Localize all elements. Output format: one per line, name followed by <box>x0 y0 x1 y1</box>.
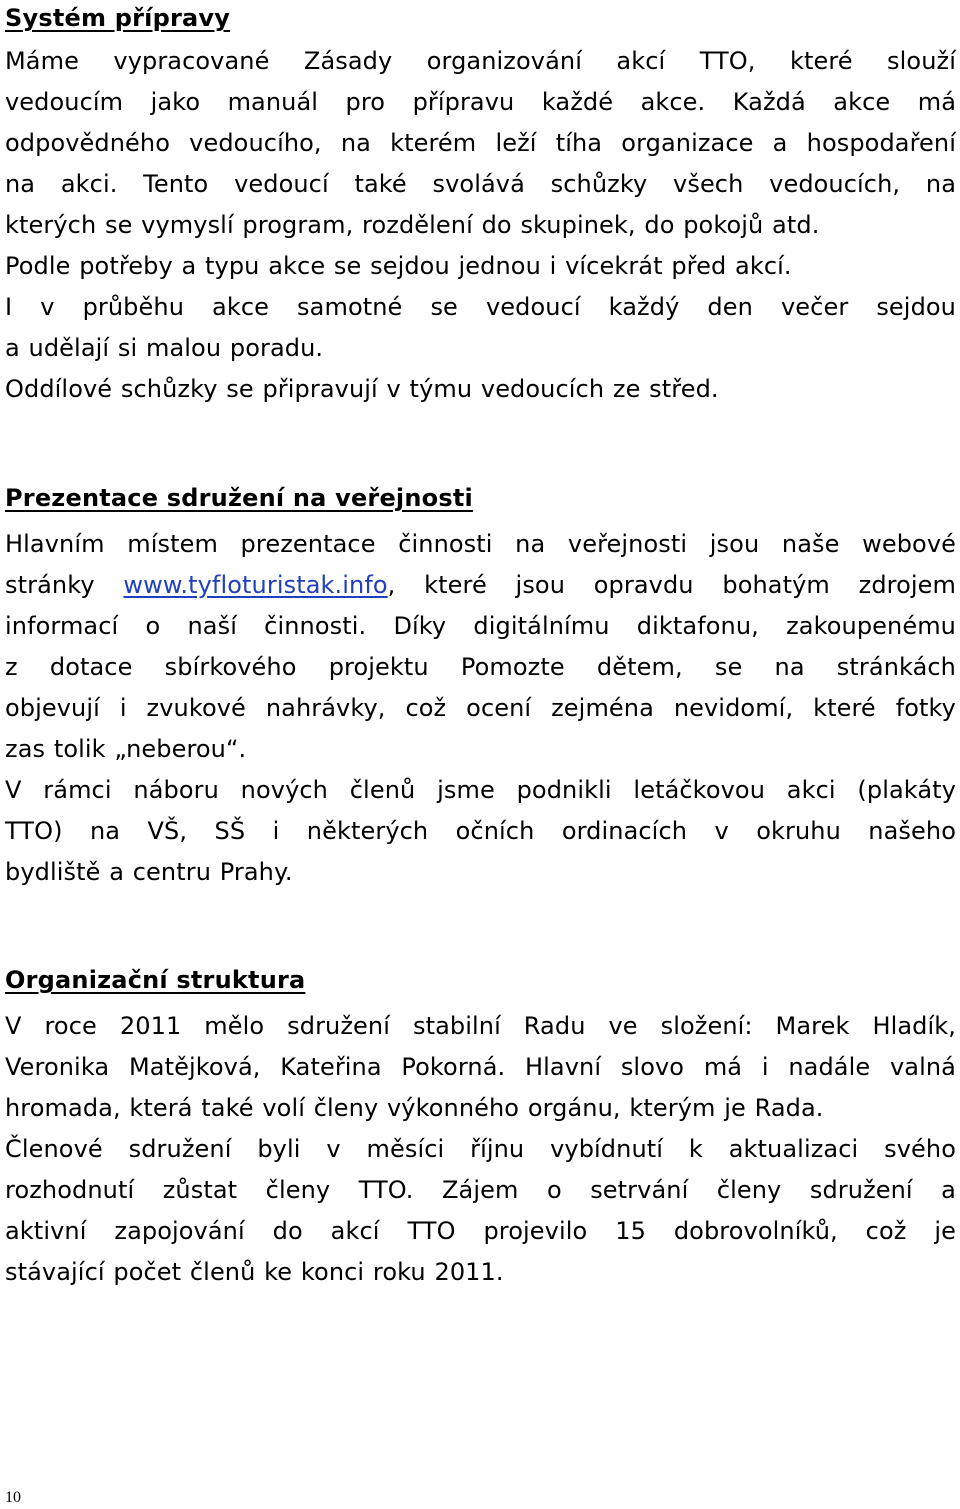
link-line-before: stránky <box>5 571 124 599</box>
paragraph-line: objevují i zvukové nahrávky, což ocení zejména nevidomí, které fotky <box>5 694 956 722</box>
paragraph-line: informací o naší činnosti. Díky digitálnímu diktafonu, zakoupenému <box>5 612 956 640</box>
paragraph-line-with-link <box>5 565 956 606</box>
section-body-prezentace <box>5 524 956 893</box>
paragraph-line: kterých se vymyslí program, rozdělení do skupinek, do pokojů atd. <box>5 211 820 239</box>
paragraph-line: Máme vypracované Zásady organizování akcí TTO, které slouží <box>5 47 956 75</box>
paragraph-line: a udělají si malou poradu. <box>5 334 324 362</box>
paragraph-line: Hlavním místem prezentace činnosti na veřejnosti jsou naše webové <box>5 530 956 558</box>
link-line-after: , které jsou opravdu bohatým zdrojem <box>387 571 957 599</box>
section-title-prezentace: Prezentace sdružení na veřejnosti <box>5 484 473 512</box>
website-link[interactable]: www.tyfloturistak.info <box>123 571 388 599</box>
paragraph-line: V roce 2011 mělo sdružení stabilní Radu ve složení: Marek Hladík, <box>5 1012 956 1040</box>
page-number: 10 <box>5 1489 21 1506</box>
paragraph-line: zas tolik „neberou“. <box>5 735 247 763</box>
paragraph-line: TTO) na VŠ, SŠ i některých očních ordinacích v okruhu našeho <box>5 817 956 845</box>
paragraph-line: stávající počet členů ke konci roku 2011. <box>5 1258 504 1286</box>
paragraph-line: Podle potřeby a typu akce se sejdou jednou i vícekrát před akcí. <box>5 252 792 280</box>
paragraph-line: Členové sdružení byli v měsíci říjnu vybídnutí k aktualizaci svého <box>5 1135 956 1163</box>
paragraph-line: V rámci náboru nových členů jsme podnikli letáčkovou akci (plakáty <box>5 776 956 804</box>
section-title-system-pripravy: Systém přípravy <box>5 4 231 32</box>
section-body-system-pripravy <box>5 41 956 410</box>
paragraph-line: Oddílové schůzky se připravují v týmu vedoucích ze střed. <box>5 375 719 403</box>
paragraph-line: z dotace sbírkového projektu Pomozte dětem, se na stránkách <box>5 653 956 681</box>
paragraph-line: na akci. Tento vedoucí také svolává schůzky všech vedoucích, na <box>5 170 956 198</box>
paragraph-line: hromada, která také volí členy výkonného orgánu, kterým je Rada. <box>5 1094 824 1122</box>
paragraph-line: bydliště a centru Prahy. <box>5 858 293 886</box>
paragraph-line: Veronika Matějková, Kateřina Pokorná. Hlavní slovo má i nadále valná <box>5 1053 956 1081</box>
paragraph-line: aktivní zapojování do akcí TTO projevilo 15 dobrovolníků, což je <box>5 1217 956 1245</box>
section-title-organizacni-struktura: Organizační struktura <box>5 966 306 994</box>
paragraph-line: rozhodnutí zůstat členy TTO. Zájem o setrvání členy sdružení a <box>5 1176 956 1204</box>
paragraph-line: I v průběhu akce samotné se vedoucí každý den večer sejdou <box>5 293 956 321</box>
section-body-organizacni-struktura <box>5 1006 956 1293</box>
paragraph-line: vedoucím jako manuál pro přípravu každé akce. Každá akce má <box>5 88 956 116</box>
paragraph-line: odpovědného vedoucího, na kterém leží tíha organizace a hospodaření <box>5 129 956 157</box>
